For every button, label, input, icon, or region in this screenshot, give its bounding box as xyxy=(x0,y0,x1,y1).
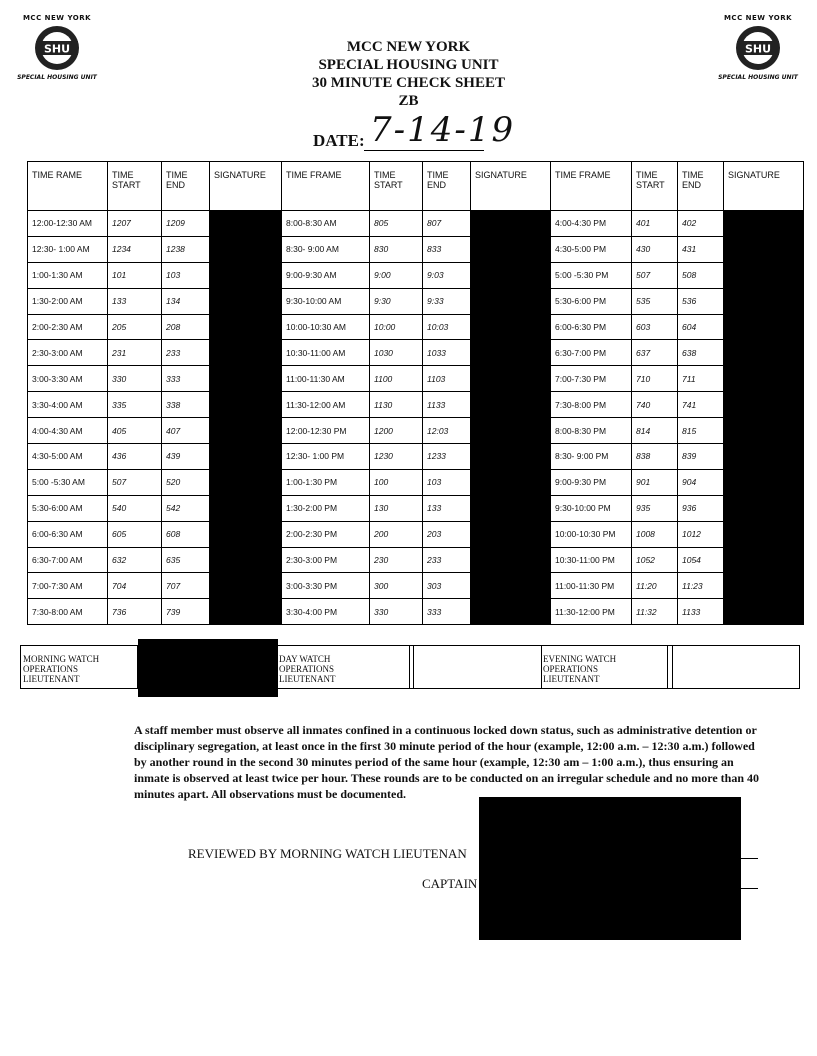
time-start-cell: 101 xyxy=(108,262,162,288)
table-row xyxy=(28,236,804,262)
date-value: 7-14-19 xyxy=(370,110,516,150)
column-header: SIGNATURE xyxy=(724,162,804,211)
column-header: TIME START xyxy=(370,162,423,211)
time-start-cell: 814 xyxy=(632,418,678,444)
signature-redacted xyxy=(471,418,551,444)
time-frame-cell: 5:00 -5:30 PM xyxy=(551,262,632,288)
table-row xyxy=(28,547,804,573)
time-end-cell: 12:03 xyxy=(423,418,471,444)
time-start-cell: 300 xyxy=(370,573,423,599)
evening-watch-label: EVENING WATCH OPERATIONS LIEUTENANT xyxy=(543,654,617,684)
time-end-cell: 936 xyxy=(678,495,724,521)
time-start-cell: 935 xyxy=(632,495,678,521)
logo-top-text: MCC NEW YORK xyxy=(22,14,92,22)
time-frame-cell: 1:00-1:30 PM xyxy=(282,469,370,495)
table-row xyxy=(28,521,804,547)
time-end-cell: 333 xyxy=(423,599,471,625)
column-header: TIME END xyxy=(162,162,210,211)
time-start-cell: 736 xyxy=(108,599,162,625)
logo-emblem-text: SHU xyxy=(744,42,772,56)
time-frame-cell: 7:30-8:00 AM xyxy=(28,599,108,625)
time-start-cell: 1230 xyxy=(370,444,423,470)
table-row xyxy=(28,599,804,625)
signature-line xyxy=(740,888,758,889)
header-range: ZB xyxy=(398,93,419,109)
signature-redacted xyxy=(724,288,804,314)
time-end-cell: 233 xyxy=(423,547,471,573)
table-row xyxy=(28,444,804,470)
time-end-cell: 739 xyxy=(162,599,210,625)
time-end-cell: 10:03 xyxy=(423,314,471,340)
time-frame-cell: 11:00-11:30 PM xyxy=(551,573,632,599)
time-start-cell: 704 xyxy=(108,573,162,599)
time-start-cell: 100 xyxy=(370,469,423,495)
time-end-cell: 1103 xyxy=(423,366,471,392)
divider xyxy=(409,646,410,688)
time-frame-cell: 12:30- 1:00 PM xyxy=(282,444,370,470)
time-frame-cell: 8:30- 9:00 PM xyxy=(551,444,632,470)
time-frame-cell: 1:30-2:00 PM xyxy=(282,495,370,521)
divider xyxy=(672,646,673,688)
time-frame-cell: 1:00-1:30 AM xyxy=(28,262,108,288)
time-end-cell: 833 xyxy=(423,236,471,262)
signature-redacted xyxy=(210,288,282,314)
time-frame-cell: 1:30-2:00 AM xyxy=(28,288,108,314)
column-header: SIGNATURE xyxy=(210,162,282,211)
table-row xyxy=(28,288,804,314)
time-frame-cell: 10:30-11:00 PM xyxy=(551,547,632,573)
signature-redacted xyxy=(471,444,551,470)
time-end-cell: 635 xyxy=(162,547,210,573)
divider xyxy=(541,646,542,688)
time-start-cell: 710 xyxy=(632,366,678,392)
time-end-cell: 508 xyxy=(678,262,724,288)
time-frame-cell: 11:30-12:00 PM xyxy=(551,599,632,625)
time-end-cell: 1233 xyxy=(423,444,471,470)
watch-lieutenant-block xyxy=(20,645,800,689)
signature-redacted xyxy=(724,314,804,340)
time-start-cell: 231 xyxy=(108,340,162,366)
signature-redacted xyxy=(471,495,551,521)
signature-redacted xyxy=(724,573,804,599)
time-end-cell: 707 xyxy=(162,573,210,599)
signature-redacted xyxy=(210,495,282,521)
time-end-cell: 338 xyxy=(162,392,210,418)
check-sheet-table xyxy=(27,161,804,625)
column-header: TIME FRAME xyxy=(551,162,632,211)
time-start-cell: 230 xyxy=(370,547,423,573)
header-sheet-title: 30 MINUTE CHECK SHEET xyxy=(312,75,505,91)
time-end-cell: 1054 xyxy=(678,547,724,573)
signature-redacted xyxy=(724,211,804,237)
column-header: TIME FRAME xyxy=(282,162,370,211)
time-end-cell: 1238 xyxy=(162,236,210,262)
signature-redacted xyxy=(471,262,551,288)
time-end-cell: 303 xyxy=(423,573,471,599)
table-row xyxy=(28,211,804,237)
redaction-morning-signature xyxy=(138,639,278,697)
signature-redacted xyxy=(471,314,551,340)
time-end-cell: 1012 xyxy=(678,521,724,547)
time-frame-cell: 2:00-2:30 AM xyxy=(28,314,108,340)
signature-redacted xyxy=(724,418,804,444)
time-end-cell: 604 xyxy=(678,314,724,340)
signature-redacted xyxy=(210,340,282,366)
time-start-cell: 637 xyxy=(632,340,678,366)
time-end-cell: 431 xyxy=(678,236,724,262)
time-end-cell: 9:03 xyxy=(423,262,471,288)
morning-watch-label: MORNING WATCH OPERATIONS LIEUTENANT xyxy=(23,654,100,684)
captain-label: CAPTAIN xyxy=(422,876,478,891)
signature-redacted xyxy=(724,340,804,366)
time-start-cell: 507 xyxy=(108,469,162,495)
table-row xyxy=(28,418,804,444)
time-frame-cell: 9:30-10:00 AM xyxy=(282,288,370,314)
time-start-cell: 200 xyxy=(370,521,423,547)
time-start-cell: 830 xyxy=(370,236,423,262)
time-end-cell: 839 xyxy=(678,444,724,470)
signature-redacted xyxy=(210,211,282,237)
time-end-cell: 402 xyxy=(678,211,724,237)
table-row xyxy=(28,392,804,418)
table-row xyxy=(28,262,804,288)
table-row xyxy=(28,495,804,521)
time-end-cell: 608 xyxy=(162,521,210,547)
column-header: TIME START xyxy=(632,162,678,211)
time-end-cell: 333 xyxy=(162,366,210,392)
table-row xyxy=(28,573,804,599)
table-row xyxy=(28,314,804,340)
day-watch-label: DAY WATCH OPERATIONS LIEUTENANT xyxy=(279,654,336,684)
time-start-cell: 1130 xyxy=(370,392,423,418)
signature-redacted xyxy=(471,547,551,573)
signature-redacted xyxy=(471,392,551,418)
time-frame-cell: 4:00-4:30 PM xyxy=(551,211,632,237)
time-end-cell: 520 xyxy=(162,469,210,495)
table-row xyxy=(28,366,804,392)
time-frame-cell: 7:00-7:30 PM xyxy=(551,366,632,392)
time-frame-cell: 10:00-10:30 AM xyxy=(282,314,370,340)
logo-bottom-text: SPECIAL HOUSING UNIT xyxy=(17,74,97,81)
time-end-cell: 439 xyxy=(162,444,210,470)
time-start-cell: 1008 xyxy=(632,521,678,547)
time-start-cell: 401 xyxy=(632,211,678,237)
time-start-cell: 603 xyxy=(632,314,678,340)
time-frame-cell: 11:30-12:00 AM xyxy=(282,392,370,418)
time-end-cell: 203 xyxy=(423,521,471,547)
divider xyxy=(413,646,414,688)
time-frame-cell: 6:30-7:00 AM xyxy=(28,547,108,573)
signature-redacted xyxy=(724,495,804,521)
column-header: TIME RAME xyxy=(28,162,108,211)
time-frame-cell: 11:00-11:30 AM xyxy=(282,366,370,392)
table-header-row xyxy=(28,162,804,211)
time-start-cell: 436 xyxy=(108,444,162,470)
time-end-cell: 711 xyxy=(678,366,724,392)
time-end-cell: 1133 xyxy=(423,392,471,418)
time-frame-cell: 3:30-4:00 AM xyxy=(28,392,108,418)
signature-redacted xyxy=(724,236,804,262)
time-frame-cell: 6:00-6:30 PM xyxy=(551,314,632,340)
signature-redacted xyxy=(471,340,551,366)
time-end-cell: 815 xyxy=(678,418,724,444)
time-frame-cell: 3:00-3:30 PM xyxy=(282,573,370,599)
time-start-cell: 507 xyxy=(632,262,678,288)
signature-redacted xyxy=(471,366,551,392)
policy-paragraph: A staff member must observe all inmates confined in a continuous locked down status, such as administrative detention or disciplinary segregation, at least once in the first 30 minute period of the hour (example, 12:00 a.m. – 12:30 a.m.) followed by another round in the second 30 minutes period of the same hour (example, 12:30 am – 1:00 a.m.), thus ensuring an inmate is observed at least twice per hour. These rounds are to be conducted on an irregular schedule and no more than 40 minutes apart. All observations must be documented. xyxy=(134,723,760,801)
time-frame-cell: 8:00-8:30 PM xyxy=(551,418,632,444)
time-frame-cell: 9:00-9:30 AM xyxy=(282,262,370,288)
signature-redacted xyxy=(210,547,282,573)
time-end-cell: 208 xyxy=(162,314,210,340)
time-start-cell: 1207 xyxy=(108,211,162,237)
signature-redacted xyxy=(724,366,804,392)
column-header: TIME START xyxy=(108,162,162,211)
redaction-review-signatures xyxy=(479,797,741,940)
time-start-cell: 901 xyxy=(632,469,678,495)
signature-redacted xyxy=(210,444,282,470)
time-frame-cell: 8:30- 9:00 AM xyxy=(282,236,370,262)
time-frame-cell: 3:30-4:00 PM xyxy=(282,599,370,625)
time-start-cell: 540 xyxy=(108,495,162,521)
time-frame-cell: 12:00-12:30 PM xyxy=(282,418,370,444)
header-facility: MCC NEW YORK xyxy=(346,39,471,55)
signature-redacted xyxy=(471,573,551,599)
time-end-cell: 134 xyxy=(162,288,210,314)
time-frame-cell: 9:30-10:00 PM xyxy=(551,495,632,521)
time-start-cell: 805 xyxy=(370,211,423,237)
time-start-cell: 133 xyxy=(108,288,162,314)
time-start-cell: 740 xyxy=(632,392,678,418)
signature-redacted xyxy=(210,392,282,418)
time-frame-cell: 2:00-2:30 PM xyxy=(282,521,370,547)
time-frame-cell: 4:30-5:00 PM xyxy=(551,236,632,262)
column-header: SIGNATURE xyxy=(471,162,551,211)
signature-redacted xyxy=(724,469,804,495)
table-row xyxy=(28,340,804,366)
time-frame-cell: 10:00-10:30 PM xyxy=(551,521,632,547)
signature-redacted xyxy=(471,469,551,495)
signature-redacted xyxy=(471,288,551,314)
signature-redacted xyxy=(210,521,282,547)
divider xyxy=(667,646,668,688)
signature-redacted xyxy=(471,521,551,547)
signature-redacted xyxy=(210,418,282,444)
signature-redacted xyxy=(210,314,282,340)
time-end-cell: 103 xyxy=(162,262,210,288)
time-end-cell: 542 xyxy=(162,495,210,521)
logo-top-text: MCC NEW YORK xyxy=(723,14,793,22)
signature-redacted xyxy=(210,573,282,599)
time-start-cell: 11:32 xyxy=(632,599,678,625)
date-underline xyxy=(364,150,484,151)
signature-redacted xyxy=(724,392,804,418)
reviewed-by-label: REVIEWED BY MORNING WATCH LIEUTENAN xyxy=(188,846,467,861)
time-end-cell: 11:23 xyxy=(678,573,724,599)
signature-redacted xyxy=(210,469,282,495)
time-end-cell: 133 xyxy=(423,495,471,521)
date-label: DATE: xyxy=(313,131,365,150)
time-start-cell: 330 xyxy=(370,599,423,625)
time-start-cell: 10:00 xyxy=(370,314,423,340)
time-frame-cell: 9:00-9:30 PM xyxy=(551,469,632,495)
time-end-cell: 904 xyxy=(678,469,724,495)
time-start-cell: 1200 xyxy=(370,418,423,444)
time-start-cell: 1030 xyxy=(370,340,423,366)
time-frame-cell: 2:30-3:00 AM xyxy=(28,340,108,366)
time-start-cell: 9:00 xyxy=(370,262,423,288)
time-end-cell: 9:33 xyxy=(423,288,471,314)
time-frame-cell: 4:30-5:00 AM xyxy=(28,444,108,470)
time-end-cell: 233 xyxy=(162,340,210,366)
time-start-cell: 405 xyxy=(108,418,162,444)
time-frame-cell: 6:00-6:30 AM xyxy=(28,521,108,547)
time-start-cell: 1100 xyxy=(370,366,423,392)
logo-bottom-text: SPECIAL HOUSING UNIT xyxy=(718,74,798,81)
time-start-cell: 632 xyxy=(108,547,162,573)
time-frame-cell: 12:30- 1:00 AM xyxy=(28,236,108,262)
time-frame-cell: 7:30-8:00 PM xyxy=(551,392,632,418)
column-header: TIME END xyxy=(678,162,724,211)
time-frame-cell: 5:00 -5:30 AM xyxy=(28,469,108,495)
header-unit: SPECIAL HOUSING UNIT xyxy=(318,57,499,73)
time-start-cell: 1234 xyxy=(108,236,162,262)
time-end-cell: 1033 xyxy=(423,340,471,366)
time-frame-cell: 3:00-3:30 AM xyxy=(28,366,108,392)
signature-redacted xyxy=(724,599,804,625)
time-start-cell: 335 xyxy=(108,392,162,418)
time-end-cell: 407 xyxy=(162,418,210,444)
time-end-cell: 1133 xyxy=(678,599,724,625)
logo-emblem-text: SHU xyxy=(43,42,71,56)
table-row xyxy=(28,469,804,495)
time-frame-cell: 6:30-7:00 PM xyxy=(551,340,632,366)
signature-line xyxy=(740,858,758,859)
signature-redacted xyxy=(724,262,804,288)
time-end-cell: 103 xyxy=(423,469,471,495)
signature-redacted xyxy=(210,366,282,392)
signature-redacted xyxy=(471,236,551,262)
time-frame-cell: 5:30-6:00 AM xyxy=(28,495,108,521)
time-start-cell: 838 xyxy=(632,444,678,470)
time-frame-cell: 10:30-11:00 AM xyxy=(282,340,370,366)
time-frame-cell: 4:00-4:30 AM xyxy=(28,418,108,444)
signature-redacted xyxy=(471,211,551,237)
time-end-cell: 1209 xyxy=(162,211,210,237)
time-frame-cell: 7:00-7:30 AM xyxy=(28,573,108,599)
time-frame-cell: 12:00-12:30 AM xyxy=(28,211,108,237)
time-end-cell: 807 xyxy=(423,211,471,237)
time-start-cell: 330 xyxy=(108,366,162,392)
time-start-cell: 535 xyxy=(632,288,678,314)
signature-redacted xyxy=(724,521,804,547)
time-start-cell: 1052 xyxy=(632,547,678,573)
signature-redacted xyxy=(210,599,282,625)
column-header: TIME END xyxy=(423,162,471,211)
time-frame-cell: 2:30-3:00 PM xyxy=(282,547,370,573)
time-start-cell: 9:30 xyxy=(370,288,423,314)
time-end-cell: 638 xyxy=(678,340,724,366)
time-start-cell: 205 xyxy=(108,314,162,340)
signature-redacted xyxy=(724,444,804,470)
time-end-cell: 741 xyxy=(678,392,724,418)
time-start-cell: 605 xyxy=(108,521,162,547)
time-end-cell: 536 xyxy=(678,288,724,314)
time-start-cell: 130 xyxy=(370,495,423,521)
time-start-cell: 11:20 xyxy=(632,573,678,599)
signature-redacted xyxy=(471,599,551,625)
time-start-cell: 430 xyxy=(632,236,678,262)
signature-redacted xyxy=(210,236,282,262)
signature-redacted xyxy=(210,262,282,288)
time-frame-cell: 5:30-6:00 PM xyxy=(551,288,632,314)
signature-redacted xyxy=(724,547,804,573)
time-frame-cell: 8:00-8:30 AM xyxy=(282,211,370,237)
